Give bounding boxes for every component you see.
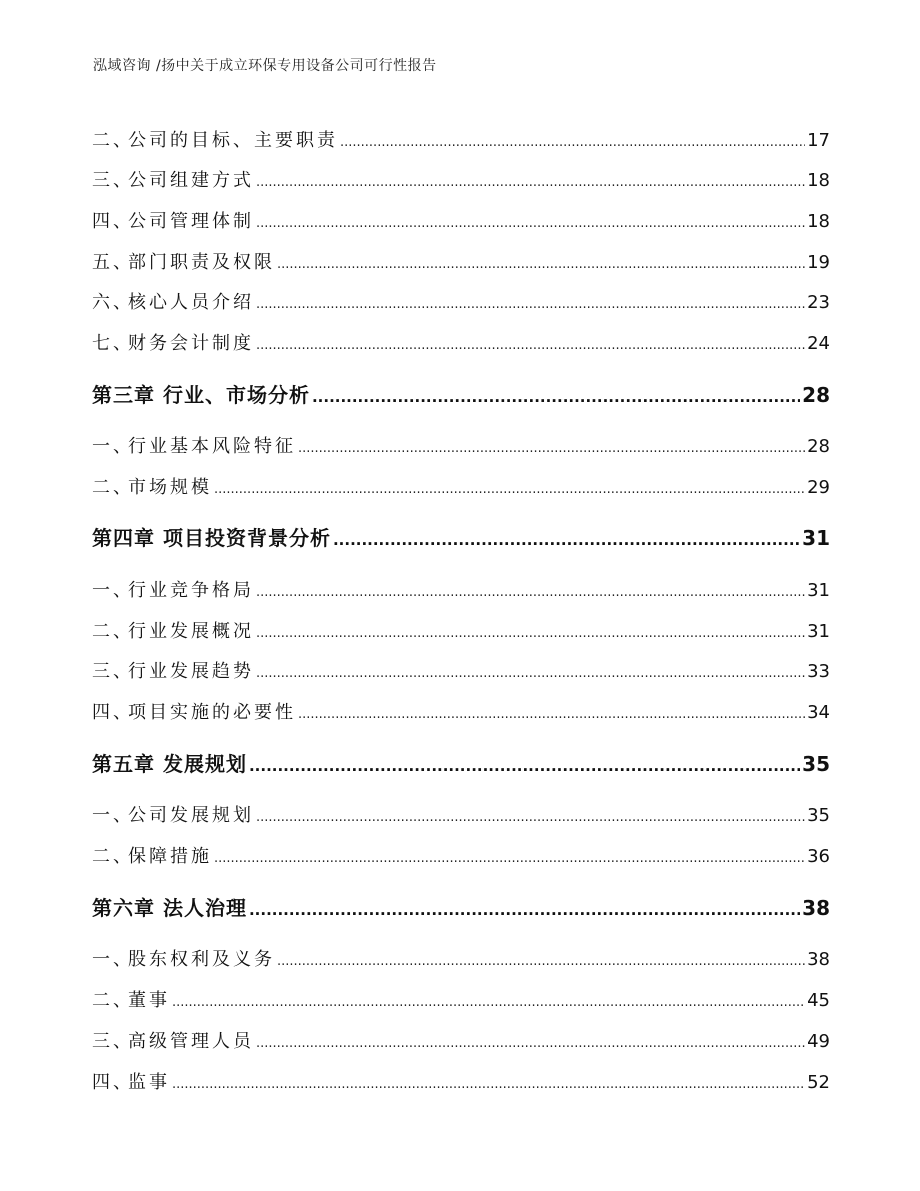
toc-entry[interactable] xyxy=(92,329,830,355)
toc-entry-title: 一、股东权利及义务 xyxy=(92,949,275,970)
toc-entry-title: 一、公司发展规划 xyxy=(92,805,254,826)
toc-entry-title: 五、部门职责及权限 xyxy=(92,252,275,273)
toc-leader-dots xyxy=(256,585,805,600)
toc-page-number: 28 xyxy=(807,436,830,457)
toc-entry-title: 四、监事 xyxy=(92,1072,170,1093)
toc-entry-title: 七、财务会计制度 xyxy=(92,333,254,354)
toc-entry[interactable] xyxy=(92,986,830,1012)
toc-page-number: 31 xyxy=(802,526,830,550)
toc-entry[interactable] xyxy=(92,288,830,314)
toc-entry[interactable] xyxy=(92,1068,830,1094)
toc-entry[interactable] xyxy=(92,473,830,499)
toc-entry-title: 二、市场规模 xyxy=(92,477,212,498)
toc-chapter-entry[interactable] xyxy=(92,748,830,777)
toc-entry[interactable] xyxy=(92,657,830,683)
toc-chapter-title: 第五章 发展规划 xyxy=(92,752,247,776)
toc-entry-title: 二、公司的目标、主要职责 xyxy=(92,130,338,151)
toc-chapter-entry[interactable] xyxy=(92,892,830,921)
toc-entry-title: 四、公司管理体制 xyxy=(92,211,254,232)
toc-page-number: 23 xyxy=(807,292,830,313)
toc-entry-title: 一、行业竞争格局 xyxy=(92,580,254,601)
toc-page-number: 31 xyxy=(807,621,830,642)
toc-entry-title: 二、保障措施 xyxy=(92,846,212,867)
toc-page-number: 19 xyxy=(807,252,830,273)
toc-chapter-title: 第三章 行业、市场分析 xyxy=(92,383,310,407)
toc-leader-dots xyxy=(256,810,805,825)
toc-leader-dots xyxy=(256,175,805,190)
toc-page-number: 31 xyxy=(807,580,830,601)
toc-entry[interactable] xyxy=(92,842,830,868)
toc-page-number: 24 xyxy=(807,333,830,354)
toc-entry-title: 三、公司组建方式 xyxy=(92,170,254,191)
toc-entry[interactable] xyxy=(92,576,830,602)
toc-entry[interactable] xyxy=(92,432,830,458)
toc-entry[interactable] xyxy=(92,207,830,233)
toc-page-number: 18 xyxy=(807,170,830,191)
toc-leader-dots xyxy=(256,666,805,681)
toc-entry[interactable] xyxy=(92,1027,830,1053)
toc-leader-dots xyxy=(277,954,805,969)
toc-chapter-entry[interactable] xyxy=(92,379,830,408)
toc-page-number: 18 xyxy=(807,211,830,232)
toc-leader-dots xyxy=(333,531,800,549)
toc-page-number: 34 xyxy=(807,702,830,723)
toc-page-number: 38 xyxy=(807,949,830,970)
toc-leader-dots xyxy=(298,441,805,456)
toc-leader-dots xyxy=(256,216,805,231)
toc-chapter-entry[interactable] xyxy=(92,522,830,551)
toc-entry-title: 三、行业发展趋势 xyxy=(92,661,254,682)
toc-page-number: 28 xyxy=(802,383,830,407)
toc-leader-dots xyxy=(256,626,805,641)
toc-entry-title: 四、项目实施的必要性 xyxy=(92,702,296,723)
toc-entry[interactable] xyxy=(92,801,830,827)
toc-page-number: 52 xyxy=(807,1072,830,1093)
toc-entry-title: 三、高级管理人员 xyxy=(92,1031,254,1052)
toc-leader-dots xyxy=(277,257,805,272)
running-header: 泓域咨询 /扬中关于成立环保专用设备公司可行性报告 xyxy=(93,58,437,74)
toc-page-number: 35 xyxy=(807,805,830,826)
toc-page-number: 35 xyxy=(802,752,830,776)
toc-leader-dots xyxy=(214,851,805,866)
toc-leader-dots xyxy=(298,707,805,722)
toc-page-number: 17 xyxy=(807,130,830,151)
toc-entry[interactable] xyxy=(92,248,830,274)
toc-leader-dots xyxy=(340,135,805,150)
toc-entry-title: 一、行业基本风险特征 xyxy=(92,436,296,457)
toc-entry[interactable] xyxy=(92,166,830,192)
toc-page-number: 36 xyxy=(807,846,830,867)
toc-leader-dots xyxy=(312,388,800,406)
toc-leader-dots xyxy=(172,995,805,1010)
toc-entry[interactable] xyxy=(92,126,830,152)
toc-entry[interactable] xyxy=(92,698,830,724)
toc-entry-title: 二、董事 xyxy=(92,990,170,1011)
toc-leader-dots xyxy=(249,757,800,775)
toc-chapter-title: 第六章 法人治理 xyxy=(92,896,247,920)
toc-page-number: 45 xyxy=(807,990,830,1011)
toc-page-number: 33 xyxy=(807,661,830,682)
toc-leader-dots xyxy=(214,482,805,497)
toc-entry[interactable] xyxy=(92,945,830,971)
toc-leader-dots xyxy=(256,1036,805,1051)
toc-leader-dots xyxy=(172,1077,805,1092)
toc-entry-title: 二、行业发展概况 xyxy=(92,621,254,642)
toc-leader-dots xyxy=(256,338,805,353)
toc-leader-dots xyxy=(249,901,800,919)
toc-leader-dots xyxy=(256,297,805,312)
toc-entry-title: 六、核心人员介绍 xyxy=(92,292,254,313)
toc-page-number: 29 xyxy=(807,477,830,498)
toc-page-number: 49 xyxy=(807,1031,830,1052)
toc-entry[interactable] xyxy=(92,617,830,643)
toc-page-number: 38 xyxy=(802,896,830,920)
toc-chapter-title: 第四章 项目投资背景分析 xyxy=(92,526,331,550)
